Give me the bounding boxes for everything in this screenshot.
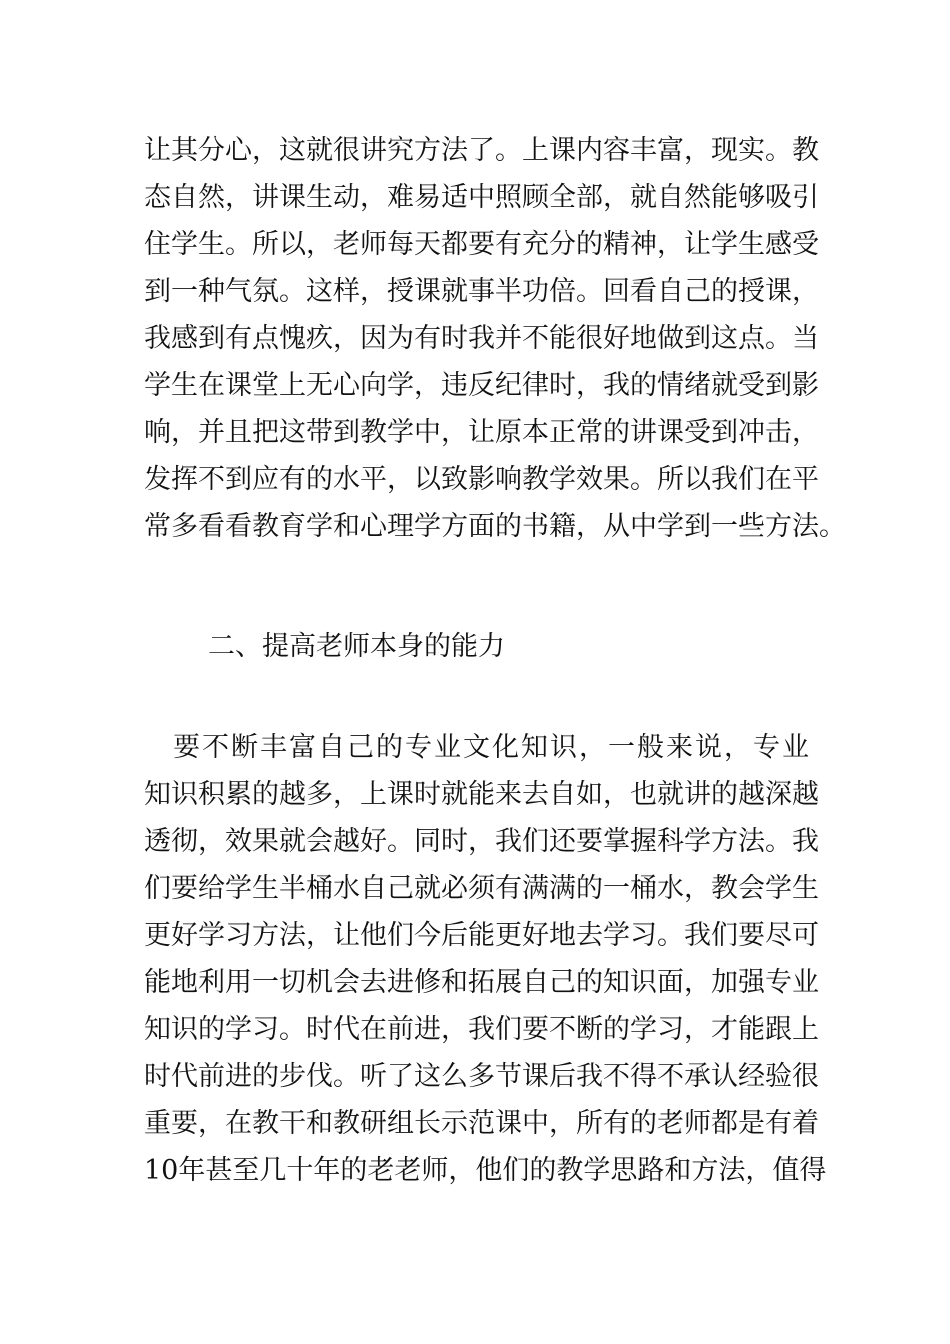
paragraph1-line-6: 学生在课堂上无心向学，违反纪律时，我的情绪就受到影 — [144, 370, 819, 401]
paragraph1-line-4: 到一种气氛。这样，授课就事半功倍。回看自己的授课， — [144, 276, 819, 307]
paragraph1-line-5: 我感到有点愧疚，因为有时我并不能很好地做到这点。当 — [144, 323, 819, 354]
paragraph1-line-7: 响，并且把这带到教学中，让原本正常的讲课受到冲击， — [144, 417, 819, 448]
paragraph2-line-5: 更好学习方法，让他们今后能更好地去学习。我们要尽可 — [144, 920, 819, 951]
paragraph2-line-1: 要不断丰富自己的专业文化知识，一般来说，专业 — [144, 732, 809, 763]
paragraph2-line-3: 透彻，效果就会越好。同时，我们还要掌握科学方法。我 — [144, 826, 819, 857]
section-heading: 二、提高老师本身的能力 — [208, 631, 505, 662]
paragraph2-line-6: 能地利用一切机会去进修和拓展自己的知识面，加强专业 — [144, 967, 819, 998]
paragraph1-line-9: 常多看看教育学和心理学方面的书籍，从中学到一些方法。 — [144, 511, 846, 542]
paragraph1-line-3: 住学生。所以，老师每天都要有充分的精神，让学生感受 — [144, 229, 819, 260]
paragraph2-line-9: 重要，在教干和教研组长示范课中，所有的老师都是有着 — [144, 1108, 819, 1139]
paragraph2-line-10: 10年甚至几十年的老老师，他们的教学思路和方法，值得 — [144, 1155, 827, 1186]
paragraph1-line-2: 态自然，讲课生动，难易适中照顾全部，就自然能够吸引 — [144, 182, 819, 213]
paragraph2-line-7: 知识的学习。时代在前进，我们要不断的学习，才能跟上 — [144, 1014, 819, 1045]
paragraph2-line-8: 时代前进的步伐。听了这么多节课后我不得不承认经验很 — [144, 1061, 819, 1092]
paragraph2-line-2: 知识积累的越多，上课时就能来去自如，也就讲的越深越 — [144, 779, 819, 810]
paragraph1-line-1: 让其分心，这就很讲究方法了。上课内容丰富，现实。教 — [144, 135, 819, 166]
paragraph1-line-8: 发挥不到应有的水平，以致影响教学效果。所以我们在平 — [144, 464, 819, 495]
paragraph2-line-4: 们要给学生半桶水自己就必须有满满的一桶水，教会学生 — [144, 873, 819, 904]
